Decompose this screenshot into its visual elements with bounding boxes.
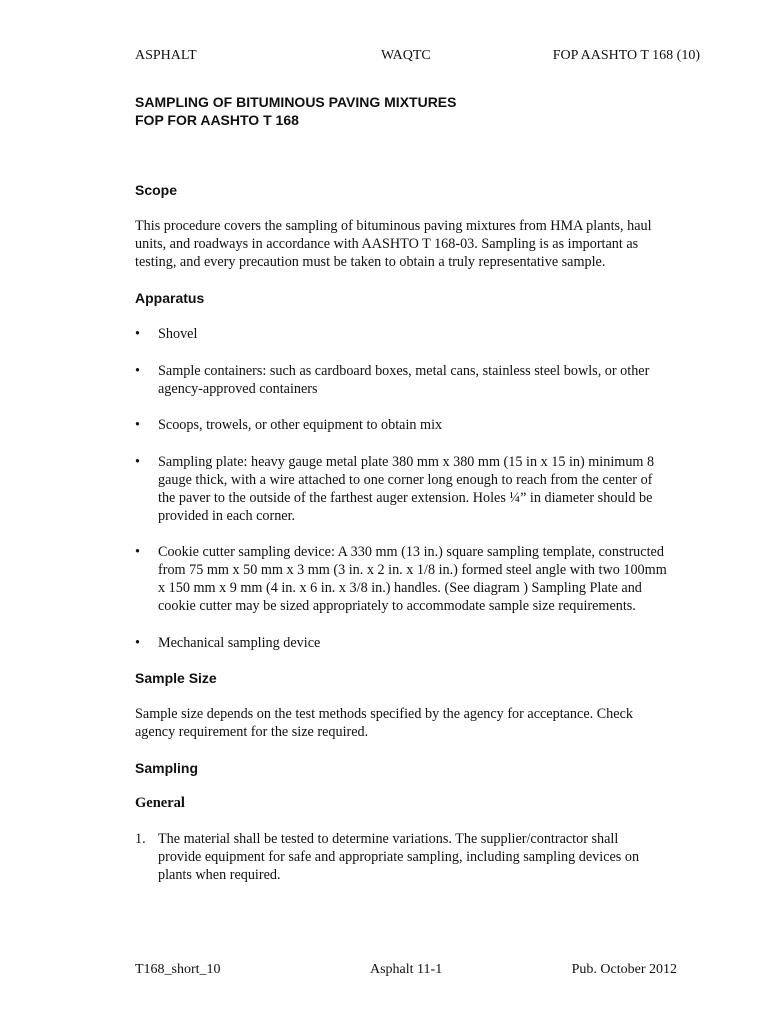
- item-number: 1.: [135, 831, 146, 847]
- scope-heading: Scope: [135, 182, 178, 198]
- apparatus-item-line: Shovel: [158, 326, 198, 342]
- bullet-glyph: •: [135, 635, 140, 651]
- bullet-glyph: •: [135, 363, 140, 379]
- apparatus-item-line: cookie cutter may be sized appropriately to accommodate sample size requirements.: [158, 598, 636, 614]
- apparatus-item-line: Scoops, trowels, or other equipment to obtain mix: [158, 417, 443, 433]
- header-center-text: WAQTC: [381, 48, 431, 63]
- header-right-text: FOP AASHTO T 168 (10): [552, 48, 700, 63]
- running-footer: [135, 960, 705, 980]
- apparatus-item-line: from 75 mm x 50 mm x 3 mm (3 in. x 2 in. x 1/8 in.) formed steel angle with two 100mm: [158, 562, 667, 578]
- sampling-item-line: plants when required.: [158, 867, 281, 883]
- footer-center-text: Asphalt 11-1: [370, 962, 443, 977]
- scope-line: testing, and every precaution must be taken to obtain a truly representative sample.: [135, 254, 606, 270]
- header-left-text: ASPHALT: [135, 48, 197, 63]
- document-title: [135, 93, 457, 129]
- sample-size-paragraph: [135, 705, 705, 741]
- sampling-item-line: The material shall be tested to determine variations. The supplier/contractor shall: [158, 831, 619, 847]
- apparatus-item-line: gauge thick, with a wire attached to one corner long enough to reach from the center of: [158, 472, 653, 488]
- apparatus-item-line: Cookie cutter sampling device: A 330 mm (13 in.) square sampling template, constructed: [158, 544, 664, 560]
- scope-paragraph: [135, 217, 705, 271]
- sample-size-heading: Sample Size: [135, 670, 217, 686]
- apparatus-heading: Apparatus: [135, 290, 205, 306]
- bullet-glyph: •: [135, 417, 140, 433]
- apparatus-item-line: Sample containers: such as cardboard boxes, metal cans, stainless steel bowls, or other: [158, 363, 650, 379]
- scope-line: This procedure covers the sampling of bituminous paving mixtures from HMA plants, haul: [135, 218, 652, 234]
- apparatus-item-line: Sampling plate: heavy gauge metal plate 380 mm x 380 mm (15 in x 15 in) minimum 8: [158, 454, 655, 470]
- sampling-heading: Sampling: [135, 760, 199, 776]
- bullet-glyph: •: [135, 326, 140, 342]
- footer-left-text: T168_short_10: [135, 962, 221, 977]
- apparatus-item-line: agency-approved containers: [158, 381, 318, 397]
- sample-size-line: agency requirement for the size required.: [135, 724, 369, 740]
- general-subheading: General: [135, 795, 185, 811]
- apparatus-item-line: the paver to the outside of the farthest auger extension. Holes ¼” in diameter should be: [158, 490, 653, 506]
- apparatus-item-line: provided in each corner.: [158, 508, 296, 524]
- sampling-item-line: provide equipment for safe and appropriate sampling, including sampling devices on: [158, 849, 640, 865]
- apparatus-item-line: x 150 mm x 9 mm (4 in. x 6 in. x 3/8 in.) handles. (See diagram ) Sampling Plate and: [158, 580, 642, 596]
- bullet-glyph: •: [135, 454, 140, 470]
- bullet-glyph: •: [135, 544, 140, 560]
- running-header: [135, 46, 703, 66]
- scope-line: units, and roadways in accordance with AASHTO T 168-03. Sampling is as important as: [135, 236, 639, 252]
- apparatus-item-line: Mechanical sampling device: [158, 635, 321, 651]
- sample-size-line: Sample size depends on the test methods specified by the agency for acceptance. Check: [135, 706, 633, 722]
- footer-right-text: Pub. October 2012: [571, 962, 677, 977]
- title-line-2: FOP FOR AASHTO T 168: [135, 112, 299, 128]
- title-line-1: SAMPLING OF BITUMINOUS PAVING MIXTURES: [135, 94, 457, 110]
